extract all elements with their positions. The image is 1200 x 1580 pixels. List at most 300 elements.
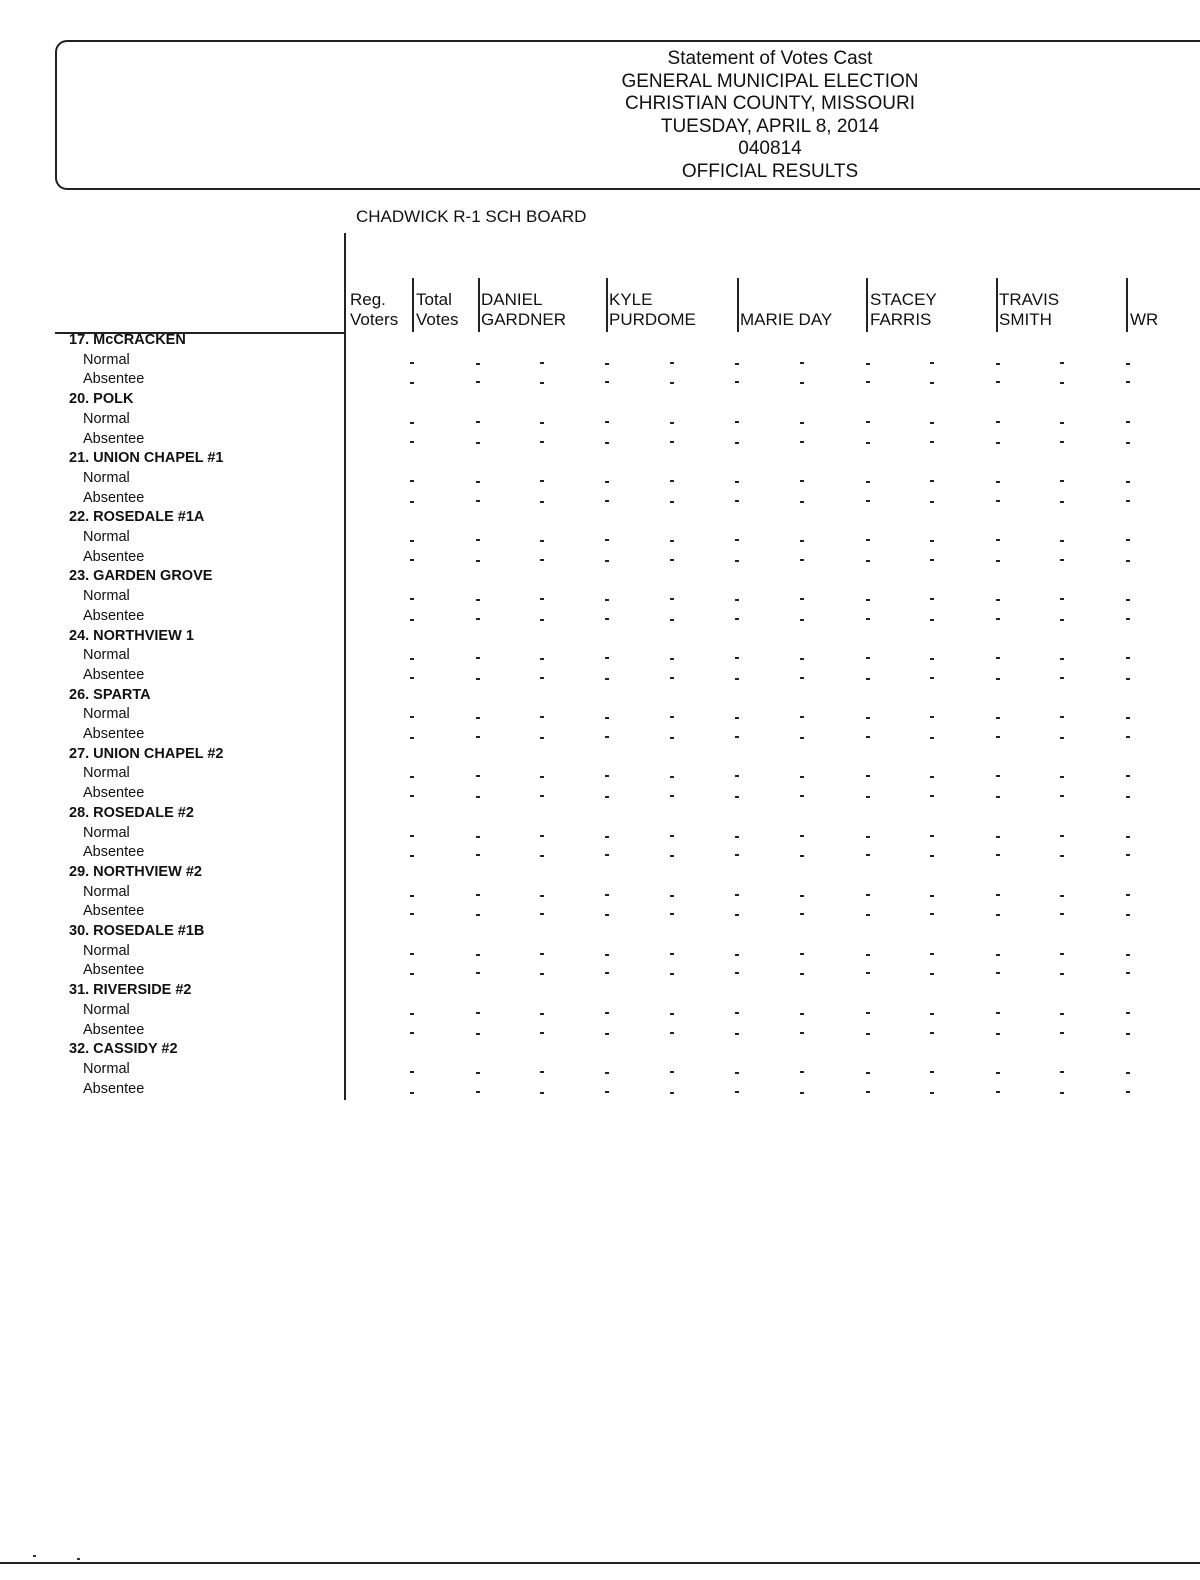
precinct-name: 32. CASSIDY #2: [69, 1041, 178, 1058]
empty-cell-dash: [866, 539, 870, 541]
empty-cell-dash: [930, 1013, 934, 1015]
empty-cell-dash: [1060, 1092, 1064, 1094]
empty-cell-dash: [1126, 914, 1130, 916]
empty-cell-dash: [800, 795, 804, 797]
empty-cell-dash: [930, 362, 934, 364]
empty-cell-dash: [476, 972, 480, 974]
empty-cell-dash: [996, 539, 1000, 541]
empty-cell-dash: [476, 1033, 480, 1035]
empty-cell-dash: [800, 480, 804, 482]
empty-cell-dash: [476, 796, 480, 798]
precinct-name: 31. RIVERSIDE #2: [69, 982, 192, 999]
empty-cell-dash: [1126, 442, 1130, 444]
empty-cell-dash: [1126, 1033, 1130, 1035]
empty-cell-dash: [930, 441, 934, 443]
vote-type-label: Absentee: [83, 371, 145, 388]
empty-cell-dash: [1060, 1032, 1064, 1034]
empty-cell-dash: [996, 1091, 1000, 1093]
vote-type-label: Absentee: [83, 844, 145, 861]
precinct-name: 29. NORTHVIEW #2: [69, 863, 202, 880]
vote-type-label: Normal: [83, 469, 130, 486]
empty-cell-dash: [410, 658, 414, 660]
empty-cell-dash: [1060, 913, 1064, 915]
empty-cell-dash: [800, 441, 804, 443]
empty-cell-dash: [540, 716, 544, 718]
empty-cell-dash: [476, 1012, 480, 1014]
empty-cell-dash: [996, 1012, 1000, 1014]
empty-cell-dash: [866, 618, 870, 620]
empty-cell-dash: [800, 973, 804, 975]
empty-cell-dash: [605, 1033, 609, 1035]
empty-cell-dash: [1060, 658, 1064, 660]
empty-cell-dash: [670, 895, 674, 897]
empty-cell-dash: [866, 836, 870, 838]
column-header-line1: KYLE: [609, 290, 653, 309]
empty-cell-dash: [605, 914, 609, 916]
empty-cell-dash: [1126, 954, 1130, 956]
column-header-line2: WR: [1130, 310, 1159, 329]
vote-type-label: Absentee: [83, 1021, 145, 1038]
column-header-travis-smith: [999, 290, 1059, 330]
empty-cell-dash: [996, 1072, 1000, 1074]
empty-cell-dash: [670, 619, 674, 621]
empty-cell-dash: [1060, 835, 1064, 837]
column-header-line2: FARRIS: [870, 310, 932, 329]
vote-type-label: Normal: [83, 529, 130, 545]
empty-cell-dash: [1060, 480, 1064, 482]
empty-cell-dash: [866, 481, 870, 483]
empty-cell-dash: [540, 1032, 544, 1034]
empty-cell-dash: [476, 914, 480, 916]
empty-cell-dash: [930, 1092, 934, 1094]
empty-cell-dash: [476, 1091, 480, 1093]
empty-cell-dash: [410, 422, 414, 424]
empty-cell-dash: [1060, 677, 1064, 679]
empty-cell-dash: [930, 895, 934, 897]
empty-cell-dash: [670, 913, 674, 915]
empty-cell-dash: [1126, 1091, 1130, 1093]
empty-cell-dash: [410, 913, 414, 915]
empty-cell-dash: [605, 481, 609, 483]
empty-cell-dash: [410, 1092, 414, 1094]
empty-cell-dash: [476, 894, 480, 896]
empty-cell-dash: [410, 559, 414, 561]
empty-cell-dash: [670, 382, 674, 384]
empty-cell-dash: [410, 501, 414, 503]
empty-cell-dash: [670, 501, 674, 503]
empty-cell-dash: [605, 717, 609, 719]
empty-cell-dash: [410, 1013, 414, 1015]
empty-cell-dash: [540, 441, 544, 443]
empty-cell-dash: [670, 1032, 674, 1034]
empty-cell-dash: [540, 362, 544, 364]
empty-cell-dash: [800, 737, 804, 739]
empty-cell-dash: [670, 362, 674, 364]
empty-cell-dash: [476, 678, 480, 680]
empty-cell-dash: [930, 776, 934, 778]
empty-cell-dash: [800, 716, 804, 718]
empty-cell-dash: [540, 895, 544, 897]
precinct-name: 21. UNION CHAPEL #1: [69, 450, 224, 467]
empty-cell-dash: [410, 835, 414, 837]
empty-cell-dash: [1126, 500, 1130, 502]
scan-speck: [33, 1555, 36, 1557]
empty-cell-dash: [735, 481, 739, 483]
empty-cell-dash: [605, 775, 609, 777]
contest-title: CHADWICK R-1 SCH BOARD: [356, 207, 587, 226]
empty-cell-dash: [540, 953, 544, 955]
vote-type-label: Normal: [83, 883, 130, 900]
empty-cell-dash: [476, 363, 480, 365]
empty-cell-dash: [800, 677, 804, 679]
empty-cell-dash: [540, 1071, 544, 1073]
empty-cell-dash: [735, 1072, 739, 1074]
empty-cell-dash: [605, 618, 609, 620]
empty-cell-dash: [670, 677, 674, 679]
empty-cell-dash: [1060, 737, 1064, 739]
empty-cell-dash: [540, 658, 544, 660]
empty-cell-dash: [735, 954, 739, 956]
empty-cell-dash: [735, 1091, 739, 1093]
empty-cell-dash: [735, 854, 739, 856]
empty-cell-dash: [735, 796, 739, 798]
empty-cell-dash: [540, 737, 544, 739]
vote-type-label: Absentee: [83, 430, 145, 447]
precinct-name: 24. NORTHVIEW 1: [69, 627, 194, 644]
empty-cell-dash: [1060, 362, 1064, 364]
empty-cell-dash: [996, 796, 1000, 798]
empty-cell-dash: [1126, 678, 1130, 680]
empty-cell-dash: [800, 1013, 804, 1015]
vote-type-label: Absentee: [83, 607, 145, 624]
empty-cell-dash: [735, 599, 739, 601]
empty-cell-dash: [540, 677, 544, 679]
empty-cell-dash: [670, 658, 674, 660]
empty-cell-dash: [735, 539, 739, 541]
empty-cell-dash: [1126, 836, 1130, 838]
empty-cell-dash: [1060, 716, 1064, 718]
column-header-daniel-gardner: [481, 290, 566, 330]
empty-cell-dash: [866, 381, 870, 383]
vote-type-label: Normal: [83, 1060, 130, 1077]
page-bottom-rule: [0, 1562, 1200, 1564]
empty-cell-dash: [410, 619, 414, 621]
empty-cell-dash: [670, 480, 674, 482]
empty-cell-dash: [1060, 422, 1064, 424]
empty-cell-dash: [735, 972, 739, 974]
empty-cell-dash: [670, 737, 674, 739]
empty-cell-dash: [1060, 441, 1064, 443]
empty-cell-dash: [866, 657, 870, 659]
empty-cell-dash: [1126, 775, 1130, 777]
empty-cell-dash: [996, 442, 1000, 444]
empty-cell-dash: [670, 1071, 674, 1073]
empty-cell-dash: [1126, 1072, 1130, 1074]
vote-type-label: Normal: [83, 410, 130, 427]
precinct-name: 27. UNION CHAPEL #2: [69, 745, 224, 762]
empty-cell-dash: [1126, 717, 1130, 719]
empty-cell-dash: [1126, 560, 1130, 562]
empty-cell-dash: [1126, 796, 1130, 798]
column-header-total-votes: [416, 290, 459, 330]
empty-cell-dash: [930, 559, 934, 561]
empty-cell-dash: [1060, 953, 1064, 955]
empty-cell-dash: [1060, 1071, 1064, 1073]
empty-cell-dash: [670, 795, 674, 797]
empty-cell-dash: [1060, 382, 1064, 384]
column-separator: [606, 278, 608, 332]
empty-cell-dash: [996, 972, 1000, 974]
column-header-line1: TRAVIS: [999, 290, 1060, 309]
empty-cell-dash: [476, 657, 480, 659]
empty-cell-dash: [930, 540, 934, 542]
empty-cell-dash: [476, 775, 480, 777]
empty-cell-dash: [670, 1092, 674, 1094]
empty-cell-dash: [540, 835, 544, 837]
empty-cell-dash: [866, 1072, 870, 1074]
empty-cell-dash: [735, 421, 739, 423]
empty-cell-dash: [800, 1032, 804, 1034]
column-separator: [1126, 278, 1128, 332]
empty-cell-dash: [540, 501, 544, 503]
empty-cell-dash: [800, 619, 804, 621]
empty-cell-dash: [930, 1071, 934, 1073]
vote-type-label: Normal: [83, 706, 130, 723]
empty-cell-dash: [996, 599, 1000, 601]
vote-type-label: Normal: [83, 351, 130, 368]
vote-type-label: Absentee: [83, 666, 145, 683]
empty-cell-dash: [540, 422, 544, 424]
column-separator: [412, 278, 414, 332]
empty-cell-dash: [410, 737, 414, 739]
empty-cell-dash: [670, 441, 674, 443]
empty-cell-dash: [800, 422, 804, 424]
empty-cell-dash: [476, 599, 480, 601]
empty-cell-dash: [476, 442, 480, 444]
empty-cell-dash: [476, 717, 480, 719]
empty-cell-dash: [670, 559, 674, 561]
header-line-status: OFFICIAL RESULTS: [681, 160, 859, 182]
vote-type-label: Normal: [83, 647, 130, 664]
empty-cell-dash: [800, 362, 804, 364]
empty-cell-dash: [800, 855, 804, 857]
column-header-marie-day: [740, 290, 832, 330]
empty-cell-dash: [930, 658, 934, 660]
empty-cell-dash: [1126, 736, 1130, 738]
empty-cell-dash: [996, 421, 1000, 423]
empty-cell-dash: [800, 540, 804, 542]
column-header-kyle-purdome: [609, 290, 696, 330]
empty-cell-dash: [605, 836, 609, 838]
empty-cell-dash: [930, 619, 934, 621]
empty-cell-dash: [1126, 381, 1130, 383]
vote-type-label: Normal: [83, 588, 130, 605]
scan-speck: [77, 1558, 80, 1560]
header-line-date: TUESDAY, APRIL 8, 2014: [660, 115, 880, 137]
column-header-line2: GARDNER: [481, 310, 567, 329]
column-separator: [478, 278, 480, 332]
empty-cell-dash: [866, 736, 870, 738]
precinct-name: 26. SPARTA: [69, 686, 151, 703]
empty-cell-dash: [670, 835, 674, 837]
empty-cell-dash: [996, 775, 1000, 777]
precinct-name: 17. McCRACKEN: [69, 332, 186, 348]
empty-cell-dash: [735, 442, 739, 444]
empty-cell-dash: [410, 598, 414, 600]
empty-cell-dash: [670, 855, 674, 857]
empty-cell-dash: [996, 854, 1000, 856]
empty-cell-dash: [1126, 481, 1130, 483]
column-header-line1: [740, 290, 832, 310]
empty-cell-dash: [1126, 421, 1130, 423]
empty-cell-dash: [605, 381, 609, 383]
empty-cell-dash: [866, 421, 870, 423]
empty-cell-dash: [800, 776, 804, 778]
empty-cell-dash: [605, 678, 609, 680]
empty-cell-dash: [1060, 619, 1064, 621]
empty-cell-dash: [1126, 618, 1130, 620]
header-line-title: Statement of Votes Cast: [667, 48, 873, 69]
vote-type-label: Absentee: [83, 962, 145, 979]
empty-cell-dash: [605, 1072, 609, 1074]
empty-cell-dash: [605, 736, 609, 738]
empty-cell-dash: [1126, 599, 1130, 601]
empty-cell-dash: [476, 481, 480, 483]
header-line-code: 040814: [738, 138, 802, 159]
empty-cell-dash: [996, 618, 1000, 620]
empty-cell-dash: [866, 1091, 870, 1093]
column-header-wr: [1130, 290, 1158, 330]
empty-cell-dash: [930, 1032, 934, 1034]
empty-cell-dash: [800, 953, 804, 955]
empty-cell-dash: [1126, 1012, 1130, 1014]
empty-cell-dash: [1060, 973, 1064, 975]
empty-cell-dash: [605, 599, 609, 601]
empty-cell-dash: [1060, 1013, 1064, 1015]
empty-cell-dash: [540, 382, 544, 384]
empty-cell-dash: [540, 1092, 544, 1094]
empty-cell-dash: [996, 736, 1000, 738]
empty-cell-dash: [1126, 894, 1130, 896]
empty-cell-dash: [410, 540, 414, 542]
empty-cell-dash: [670, 422, 674, 424]
empty-cell-dash: [410, 855, 414, 857]
empty-cell-dash: [866, 796, 870, 798]
empty-cell-dash: [800, 913, 804, 915]
empty-cell-dash: [540, 795, 544, 797]
empty-cell-dash: [930, 716, 934, 718]
empty-cell-dash: [866, 972, 870, 974]
empty-cell-dash: [930, 855, 934, 857]
empty-cell-dash: [476, 500, 480, 502]
empty-cell-dash: [1060, 895, 1064, 897]
empty-cell-dash: [930, 973, 934, 975]
empty-cell-dash: [930, 737, 934, 739]
empty-cell-dash: [410, 716, 414, 718]
empty-cell-dash: [605, 500, 609, 502]
empty-cell-dash: [866, 894, 870, 896]
column-header-line1: DANIEL: [481, 290, 543, 309]
empty-cell-dash: [410, 795, 414, 797]
empty-cell-dash: [670, 1013, 674, 1015]
empty-cell-dash: [670, 540, 674, 542]
empty-cell-dash: [410, 1071, 414, 1073]
empty-cell-dash: [410, 362, 414, 364]
empty-cell-dash: [930, 382, 934, 384]
empty-cell-dash: [1060, 559, 1064, 561]
empty-cell-dash: [996, 363, 1000, 365]
empty-cell-dash: [410, 895, 414, 897]
vote-type-label: Absentee: [83, 785, 145, 802]
empty-cell-dash: [996, 560, 1000, 562]
empty-cell-dash: [996, 481, 1000, 483]
empty-cell-dash: [1060, 776, 1064, 778]
vote-type-label: Normal: [83, 824, 130, 841]
empty-cell-dash: [996, 717, 1000, 719]
empty-cell-dash: [866, 363, 870, 365]
empty-cell-dash: [540, 913, 544, 915]
empty-cell-dash: [605, 421, 609, 423]
empty-cell-dash: [735, 363, 739, 365]
empty-cell-dash: [1126, 363, 1130, 365]
empty-cell-dash: [476, 381, 480, 383]
precinct-name: 20. POLK: [69, 391, 134, 408]
column-header-line2: MARIE DAY: [740, 310, 833, 329]
empty-cell-dash: [735, 618, 739, 620]
empty-cell-dash: [476, 539, 480, 541]
empty-cell-dash: [996, 381, 1000, 383]
empty-cell-dash: [605, 894, 609, 896]
column-separator: [866, 278, 868, 332]
empty-cell-dash: [735, 381, 739, 383]
column-separator: [737, 278, 739, 332]
empty-cell-dash: [605, 539, 609, 541]
empty-cell-dash: [996, 500, 1000, 502]
empty-cell-dash: [540, 855, 544, 857]
empty-cell-dash: [410, 382, 414, 384]
empty-cell-dash: [476, 736, 480, 738]
empty-cell-dash: [605, 657, 609, 659]
header-line-county: CHRISTIAN COUNTY, MISSOURI: [625, 93, 915, 114]
empty-cell-dash: [996, 657, 1000, 659]
empty-cell-dash: [735, 717, 739, 719]
empty-cell-dash: [735, 736, 739, 738]
empty-cell-dash: [800, 559, 804, 561]
empty-cell-dash: [866, 854, 870, 856]
empty-cell-dash: [735, 678, 739, 680]
empty-cell-dash: [540, 1013, 544, 1015]
empty-cell-dash: [866, 500, 870, 502]
empty-cell-dash: [540, 776, 544, 778]
empty-cell-dash: [605, 796, 609, 798]
vote-type-label: Normal: [83, 765, 130, 782]
column-header-stacey-farris: [870, 290, 937, 330]
empty-cell-dash: [866, 442, 870, 444]
empty-cell-dash: [540, 619, 544, 621]
empty-cell-dash: [670, 953, 674, 955]
vote-type-label: Absentee: [83, 489, 145, 506]
vote-type-label: Normal: [83, 942, 130, 959]
empty-cell-dash: [800, 382, 804, 384]
empty-cell-dash: [735, 894, 739, 896]
empty-cell-dash: [996, 954, 1000, 956]
empty-cell-dash: [476, 618, 480, 620]
empty-cell-dash: [540, 598, 544, 600]
empty-cell-dash: [1126, 854, 1130, 856]
report-header: [560, 48, 980, 183]
empty-cell-dash: [476, 560, 480, 562]
empty-cell-dash: [476, 954, 480, 956]
